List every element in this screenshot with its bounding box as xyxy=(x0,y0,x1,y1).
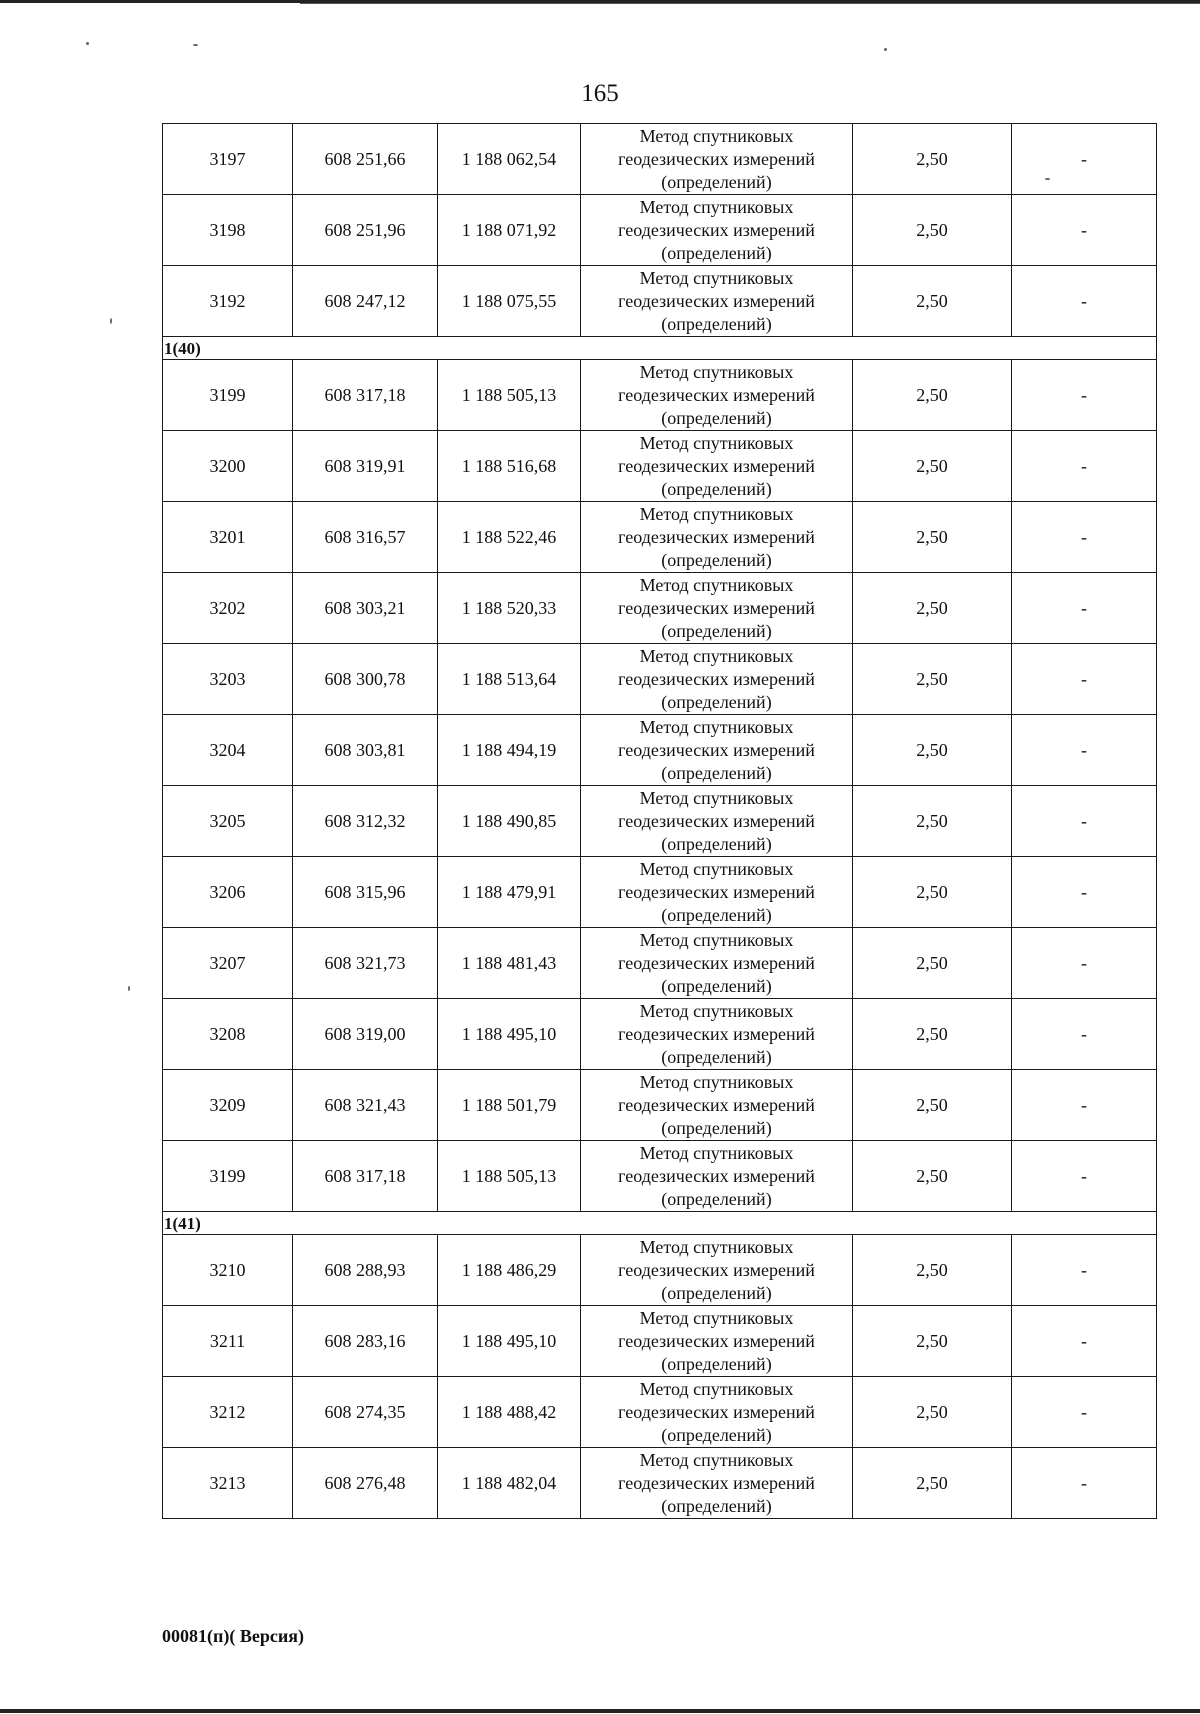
note-cell: - xyxy=(1012,644,1157,715)
method-cell xyxy=(581,644,853,715)
point-number-cell: 3202 xyxy=(163,573,293,644)
method-text-line: (определений) xyxy=(661,549,772,570)
y-coordinate-cell: 1 188 516,68 xyxy=(438,431,581,502)
y-coordinate-cell: 1 188 490,85 xyxy=(438,786,581,857)
method-cell xyxy=(581,266,853,337)
method-text-line: (определений) xyxy=(661,833,772,854)
accuracy-cell: 2,50 xyxy=(853,644,1012,715)
table-row xyxy=(163,124,1157,195)
scan-speck xyxy=(110,318,112,324)
x-coordinate-cell: 608 317,18 xyxy=(293,360,438,431)
y-coordinate-cell: 1 188 505,13 xyxy=(438,360,581,431)
point-number-cell: 3197 xyxy=(163,124,293,195)
method-text-line: Метод спутниковых xyxy=(639,1000,794,1021)
note-cell: - xyxy=(1012,1448,1157,1519)
top-border-line-thin xyxy=(300,3,1200,4)
document-footer-code xyxy=(162,1625,304,1647)
method-cell xyxy=(581,195,853,266)
x-coordinate-cell: 608 321,43 xyxy=(293,1070,438,1141)
table-row xyxy=(163,715,1157,786)
table-row xyxy=(163,1141,1157,1212)
accuracy-cell: 2,50 xyxy=(853,857,1012,928)
method-text-line: Метод спутниковых xyxy=(639,1071,794,1092)
note-cell: - xyxy=(1012,266,1157,337)
method-text-line: (определений) xyxy=(661,762,772,783)
method-cell xyxy=(581,431,853,502)
method-text-line: Метод спутниковых xyxy=(639,1307,794,1328)
note-cell: - xyxy=(1012,928,1157,999)
method-text-line: геодезических измерений xyxy=(618,526,815,547)
method-cell xyxy=(581,999,853,1070)
method-text-line: геодезических измерений xyxy=(618,881,815,902)
method-text-line: (определений) xyxy=(661,242,772,263)
method-text-line: Метод спутниковых xyxy=(639,432,794,453)
y-coordinate-cell: 1 188 501,79 xyxy=(438,1070,581,1141)
note-cell: - xyxy=(1012,1306,1157,1377)
table-row xyxy=(163,360,1157,431)
point-number-cell: 3203 xyxy=(163,644,293,715)
table-row xyxy=(163,573,1157,644)
table-row xyxy=(163,1377,1157,1448)
x-coordinate-cell: 608 316,57 xyxy=(293,502,438,573)
method-text-line: (определений) xyxy=(661,691,772,712)
method-text-line: Метод спутниковых xyxy=(639,267,794,288)
point-number-cell: 3213 xyxy=(163,1448,293,1519)
coordinates-table xyxy=(162,123,1157,1519)
table-row xyxy=(163,502,1157,573)
accuracy-cell: 2,50 xyxy=(853,715,1012,786)
table-row xyxy=(163,1070,1157,1141)
note-cell: - xyxy=(1012,857,1157,928)
method-text-line: геодезических измерений xyxy=(618,668,815,689)
method-text-line: (определений) xyxy=(661,171,772,192)
x-coordinate-cell: 608 312,32 xyxy=(293,786,438,857)
point-number-cell: 3192 xyxy=(163,266,293,337)
method-text-line: Метод спутниковых xyxy=(639,858,794,879)
scan-speck xyxy=(193,44,198,46)
method-text-line: геодезических измерений xyxy=(618,597,815,618)
x-coordinate-cell: 608 317,18 xyxy=(293,1141,438,1212)
method-text-line: Метод спутниковых xyxy=(639,574,794,595)
page-number: 165 xyxy=(581,80,619,107)
method-text-line: геодезических измерений xyxy=(618,1094,815,1115)
method-text-line: геодезических измерений xyxy=(618,1472,815,1493)
x-coordinate-cell: 608 319,91 xyxy=(293,431,438,502)
scan-speck xyxy=(86,42,89,45)
method-text-line: Метод спутниковых xyxy=(639,645,794,666)
method-text-line: геодезических измерений xyxy=(618,810,815,831)
note-cell: - xyxy=(1012,1070,1157,1141)
method-cell xyxy=(581,1306,853,1377)
point-number-cell: 3209 xyxy=(163,1070,293,1141)
method-text-line: (определений) xyxy=(661,1495,772,1516)
y-coordinate-cell: 1 188 495,10 xyxy=(438,999,581,1070)
x-coordinate-cell: 608 303,81 xyxy=(293,715,438,786)
method-cell xyxy=(581,1070,853,1141)
x-coordinate-cell: 608 283,16 xyxy=(293,1306,438,1377)
y-coordinate-cell: 1 188 513,64 xyxy=(438,644,581,715)
note-cell: - xyxy=(1012,195,1157,266)
note-cell: - xyxy=(1012,715,1157,786)
method-text-line: (определений) xyxy=(661,975,772,996)
method-text-line: (определений) xyxy=(661,1046,772,1067)
point-number-cell: 3208 xyxy=(163,999,293,1070)
y-coordinate-cell: 1 188 505,13 xyxy=(438,1141,581,1212)
method-cell xyxy=(581,1377,853,1448)
x-coordinate-cell: 608 303,21 xyxy=(293,573,438,644)
method-text-line: (определений) xyxy=(661,407,772,428)
table-row xyxy=(163,1448,1157,1519)
method-cell xyxy=(581,857,853,928)
table-row xyxy=(163,1235,1157,1306)
point-number-cell: 3207 xyxy=(163,928,293,999)
accuracy-cell: 2,50 xyxy=(853,431,1012,502)
note-cell: - xyxy=(1012,1235,1157,1306)
x-coordinate-cell: 608 251,96 xyxy=(293,195,438,266)
scan-speck xyxy=(1045,178,1050,180)
accuracy-cell: 2,50 xyxy=(853,1306,1012,1377)
accuracy-cell: 2,50 xyxy=(853,266,1012,337)
method-cell xyxy=(581,573,853,644)
method-cell xyxy=(581,715,853,786)
table-row xyxy=(163,644,1157,715)
method-text-line: геодезических измерений xyxy=(618,219,815,240)
method-text-line: Метод спутниковых xyxy=(639,929,794,950)
method-cell xyxy=(581,1448,853,1519)
note-cell: - xyxy=(1012,786,1157,857)
method-text-line: (определений) xyxy=(661,620,772,641)
method-text-line: геодезических измерений xyxy=(618,1165,815,1186)
footer-code: 00081(п)( xyxy=(162,1626,236,1646)
method-text-line: (определений) xyxy=(661,1424,772,1445)
accuracy-cell: 2,50 xyxy=(853,1448,1012,1519)
accuracy-cell: 2,50 xyxy=(853,999,1012,1070)
method-text-line: Метод спутниковых xyxy=(639,1236,794,1257)
method-cell xyxy=(581,1141,853,1212)
x-coordinate-cell: 608 300,78 xyxy=(293,644,438,715)
method-text-line: (определений) xyxy=(661,1353,772,1374)
table-row xyxy=(163,431,1157,502)
method-cell xyxy=(581,360,853,431)
table-row xyxy=(163,786,1157,857)
method-text-line: Метод спутниковых xyxy=(639,716,794,737)
x-coordinate-cell: 608 315,96 xyxy=(293,857,438,928)
x-coordinate-cell: 608 276,48 xyxy=(293,1448,438,1519)
section-label: 1(41) xyxy=(163,1212,1157,1235)
y-coordinate-cell: 1 188 494,19 xyxy=(438,715,581,786)
y-coordinate-cell: 1 188 479,91 xyxy=(438,857,581,928)
note-cell: - xyxy=(1012,502,1157,573)
x-coordinate-cell: 608 274,35 xyxy=(293,1377,438,1448)
accuracy-cell: 2,50 xyxy=(853,124,1012,195)
method-text-line: Метод спутниковых xyxy=(639,503,794,524)
point-number-cell: 3211 xyxy=(163,1306,293,1377)
accuracy-cell: 2,50 xyxy=(853,928,1012,999)
method-text-line: Метод спутниковых xyxy=(639,1449,794,1470)
method-text-line: геодезических измерений xyxy=(618,290,815,311)
y-coordinate-cell: 1 188 481,43 xyxy=(438,928,581,999)
method-text-line: (определений) xyxy=(661,1188,772,1209)
y-coordinate-cell: 1 188 488,42 xyxy=(438,1377,581,1448)
accuracy-cell: 2,50 xyxy=(853,1235,1012,1306)
y-coordinate-cell: 1 188 075,55 xyxy=(438,266,581,337)
bottom-border-line xyxy=(0,1709,1200,1713)
note-cell: - xyxy=(1012,360,1157,431)
note-cell: - xyxy=(1012,431,1157,502)
method-text-line: Метод спутниковых xyxy=(639,125,794,146)
method-text-line: геодезических измерений xyxy=(618,1401,815,1422)
x-coordinate-cell: 608 251,66 xyxy=(293,124,438,195)
method-text-line: геодезических измерений xyxy=(618,1330,815,1351)
y-coordinate-cell: 1 188 062,54 xyxy=(438,124,581,195)
section-header-row xyxy=(163,1212,1157,1235)
method-cell xyxy=(581,928,853,999)
method-text-line: Метод спутниковых xyxy=(639,196,794,217)
y-coordinate-cell: 1 188 071,92 xyxy=(438,195,581,266)
accuracy-cell: 2,50 xyxy=(853,1377,1012,1448)
point-number-cell: 3212 xyxy=(163,1377,293,1448)
section-label: 1(40) xyxy=(163,337,1157,360)
footer-version: Версия) xyxy=(235,1626,304,1646)
table-row xyxy=(163,266,1157,337)
y-coordinate-cell: 1 188 482,04 xyxy=(438,1448,581,1519)
note-cell: - xyxy=(1012,1141,1157,1212)
point-number-cell: 3205 xyxy=(163,786,293,857)
point-number-cell: 3199 xyxy=(163,1141,293,1212)
accuracy-cell: 2,50 xyxy=(853,1070,1012,1141)
accuracy-cell: 2,50 xyxy=(853,195,1012,266)
method-cell xyxy=(581,786,853,857)
method-text-line: (определений) xyxy=(661,1282,772,1303)
y-coordinate-cell: 1 188 520,33 xyxy=(438,573,581,644)
point-number-cell: 3204 xyxy=(163,715,293,786)
method-text-line: Метод спутниковых xyxy=(639,787,794,808)
scan-speck xyxy=(128,986,130,991)
method-text-line: Метод спутниковых xyxy=(639,1378,794,1399)
table-row xyxy=(163,857,1157,928)
scan-speck xyxy=(884,48,887,51)
method-text-line: (определений) xyxy=(661,313,772,334)
method-text-line: геодезических измерений xyxy=(618,739,815,760)
section-header-row xyxy=(163,337,1157,360)
accuracy-cell: 2,50 xyxy=(853,360,1012,431)
accuracy-cell: 2,50 xyxy=(853,573,1012,644)
point-number-cell: 3201 xyxy=(163,502,293,573)
method-text-line: геодезических измерений xyxy=(618,455,815,476)
x-coordinate-cell: 608 321,73 xyxy=(293,928,438,999)
method-text-line: геодезических измерений xyxy=(618,148,815,169)
method-text-line: геодезических измерений xyxy=(618,1023,815,1044)
y-coordinate-cell: 1 188 522,46 xyxy=(438,502,581,573)
accuracy-cell: 2,50 xyxy=(853,786,1012,857)
method-text-line: Метод спутниковых xyxy=(639,361,794,382)
method-text-line: Метод спутниковых xyxy=(639,1142,794,1163)
method-cell xyxy=(581,1235,853,1306)
coordinates-table-body xyxy=(163,124,1157,1519)
method-text-line: (определений) xyxy=(661,1117,772,1138)
point-number-cell: 3210 xyxy=(163,1235,293,1306)
method-cell xyxy=(581,502,853,573)
table-row xyxy=(163,195,1157,266)
accuracy-cell: 2,50 xyxy=(853,502,1012,573)
table-row xyxy=(163,999,1157,1070)
method-text-line: геодезических измерений xyxy=(618,952,815,973)
method-text-line: (определений) xyxy=(661,904,772,925)
x-coordinate-cell: 608 288,93 xyxy=(293,1235,438,1306)
accuracy-cell: 2,50 xyxy=(853,1141,1012,1212)
method-cell xyxy=(581,124,853,195)
y-coordinate-cell: 1 188 495,10 xyxy=(438,1306,581,1377)
point-number-cell: 3206 xyxy=(163,857,293,928)
note-cell: - xyxy=(1012,573,1157,644)
method-text-line: геодезических измерений xyxy=(618,384,815,405)
point-number-cell: 3200 xyxy=(163,431,293,502)
note-cell: - xyxy=(1012,1377,1157,1448)
y-coordinate-cell: 1 188 486,29 xyxy=(438,1235,581,1306)
x-coordinate-cell: 608 319,00 xyxy=(293,999,438,1070)
table-row xyxy=(163,928,1157,999)
table-row xyxy=(163,1306,1157,1377)
note-cell: - xyxy=(1012,124,1157,195)
point-number-cell: 3199 xyxy=(163,360,293,431)
method-text-line: геодезических измерений xyxy=(618,1259,815,1280)
point-number-cell: 3198 xyxy=(163,195,293,266)
note-cell: - xyxy=(1012,999,1157,1070)
method-text-line: (определений) xyxy=(661,478,772,499)
x-coordinate-cell: 608 247,12 xyxy=(293,266,438,337)
